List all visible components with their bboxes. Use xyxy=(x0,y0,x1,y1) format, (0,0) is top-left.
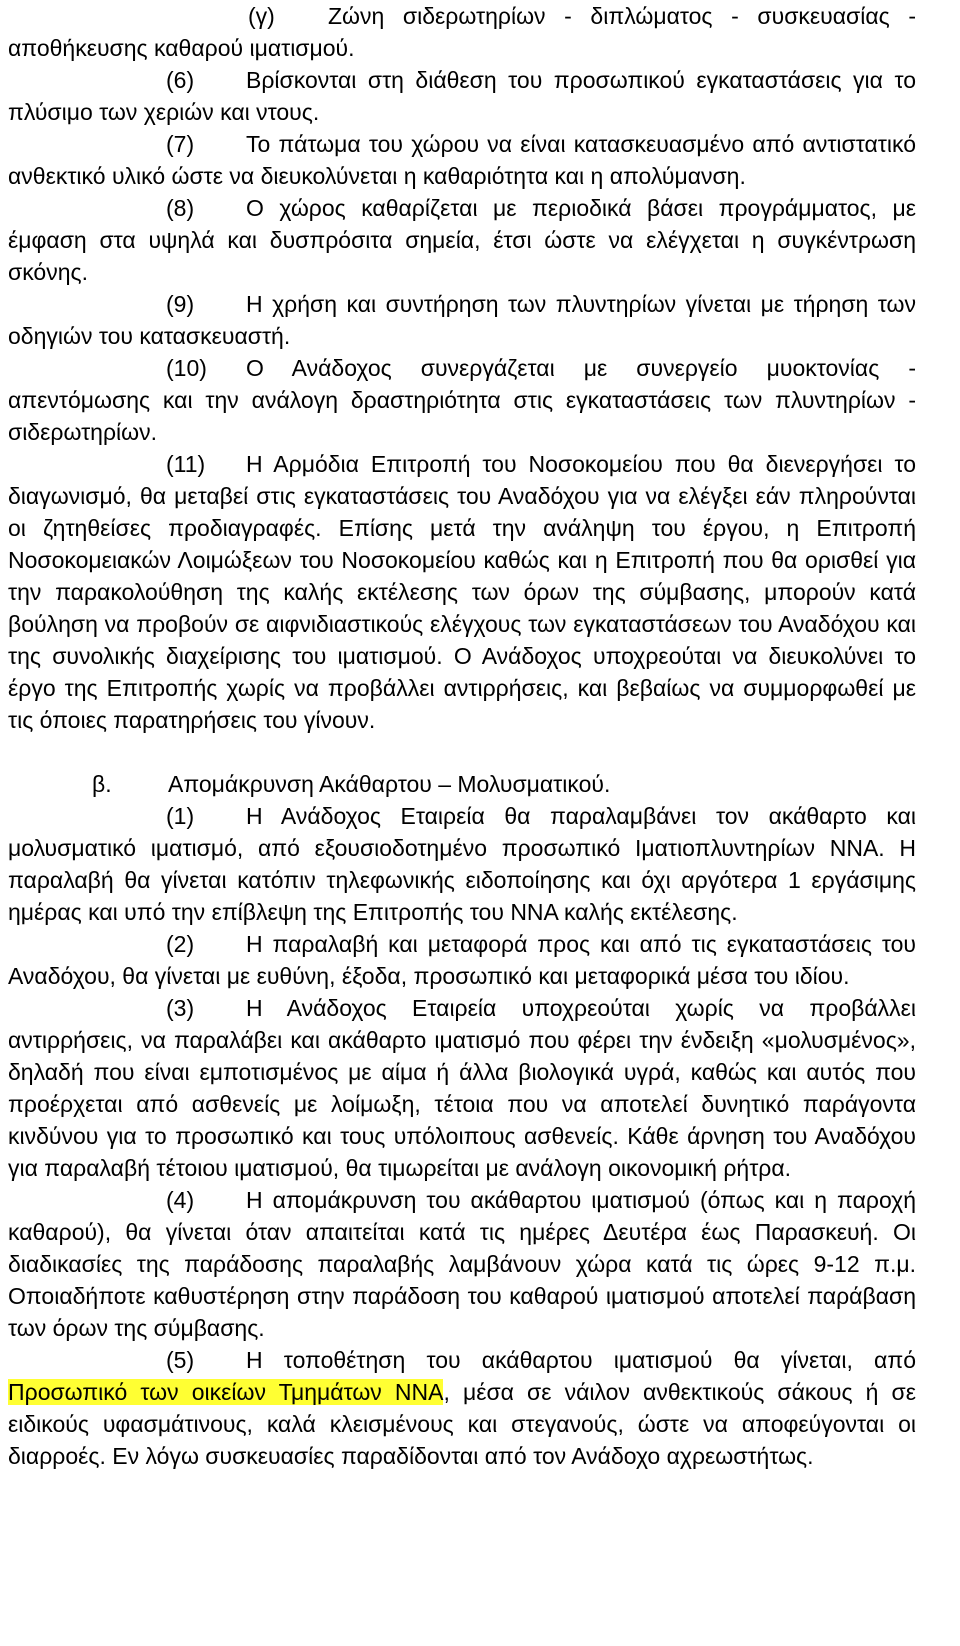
item-number: (4) xyxy=(166,1187,195,1213)
paragraph-gamma xyxy=(8,0,916,64)
item-number: (11) xyxy=(166,451,206,477)
item-number: (5) xyxy=(166,1347,195,1373)
paragraph-b3 xyxy=(8,992,916,1184)
paragraph-7 xyxy=(8,128,916,192)
section-heading-b xyxy=(8,768,916,800)
paragraph-b2 xyxy=(8,928,916,992)
paragraph-text: Βρίσκονται στη διάθεση του προσωπικού εγκαταστάσεις για το πλύσιμο των χεριών και ντους. xyxy=(8,67,916,125)
paragraph-10 xyxy=(8,352,916,448)
paragraph-text: Το πάτωμα του χώρου να είναι κατασκευασμένο από αντιστατικό ανθεκτικό υλικό ώστε να διευκολύνεται η καθαριότητα και η απολύμανση. xyxy=(8,131,916,189)
item-number: (7) xyxy=(166,131,195,157)
item-number: (8) xyxy=(166,195,195,221)
item-number: (1) xyxy=(166,803,195,829)
paragraph-b4 xyxy=(8,1184,916,1344)
paragraph-text: Η τοποθέτηση του ακάθαρτου ιματισμού θα γίνεται, από xyxy=(246,1347,916,1373)
paragraph-text: Ο χώρος καθαρίζεται με περιοδικά βάσει προγράμματος, με έμφαση στα υψηλά και δυσπρόσιτα σημεία, έτσι ώστε να ελέγχεται η συγκέντρωση σκόνης. xyxy=(8,195,916,285)
paragraph-text: Η Αρμόδια Επιτροπή του Νοσοκομείου που θα διενεργήσει το διαγωνισμό, θα μεταβεί στις εγκαταστάσεις του Αναδόχου για να ελέγξει εάν πληρούνται οι ζητηθείσες προδιαγραφές. Επίσης μετά την ανάληψη του έργου, η Επιτροπή Νοσοκομειακών Λοιμώξεων του Νοσοκομείου καθώς και η Επιτροπή που θα ορισθεί για την παρακολούθηση της καλής εκτέλεσης των όρων της σύμβασης, μπορούν κατά βούληση να προβούν σε αιφνιδιαστικούς ελέγχους των εγκαταστάσεων του Αναδόχου και της συνολικής διαχείρισης του ιματισμού. Ο Ανάδοχος υποχρεούται να διευκολύνει το έργο της Επιτροπής χωρίς να προβάλλει αντιρρήσεις, και βεβαίως να συμμορφωθεί με τις όποιες παρατηρήσεις του γίνουν. xyxy=(8,451,916,733)
item-number: (3) xyxy=(166,995,195,1021)
paragraph-text: Η απομάκρυνση του ακάθαρτου ιματισμού (όπως και η παροχή καθαρού), θα γίνεται όταν απαιτείται κατά τις ημέρες Δευτέρα έως Παρασκευή. Οι διαδικασίες της παράδοσης παραλαβής λαμβάνουν χώρα κατά τις ώρες 9-12 π.μ. Οποιαδήποτε καθυστέρηση στην παράδοση του καθαρού ιματισμού αποτελεί παράβαση των όρων της σύμβασης. xyxy=(8,1187,916,1341)
highlighted-text: Προσωπικό των οικείων Τμημάτων ΝΝΑ xyxy=(8,1379,444,1405)
paragraph-text: Ο Ανάδοχος συνεργάζεται με συνεργείο μυοκτονίας - απεντόμωσης και την ανάλογη δραστηριότητα στις εγκαταστάσεις των πλυντηρίων - σιδερωτηρίων. xyxy=(8,355,916,445)
item-number: (6) xyxy=(166,67,195,93)
item-number: (10) xyxy=(166,355,207,381)
paragraph-11 xyxy=(8,448,916,736)
item-number: (2) xyxy=(166,931,195,957)
paragraph-9 xyxy=(8,288,916,352)
paragraph-text: Η παραλαβή και μεταφορά προς και από τις εγκαταστάσεις του Αναδόχου, θα γίνεται με ευθύνη, έξοδα, προσωπικό και μεταφορικά μέσα του ιδίου. xyxy=(8,931,916,989)
paragraph-8 xyxy=(8,192,916,288)
paragraph-b1 xyxy=(8,800,916,928)
paragraph-text: Η χρήση και συντήρηση των πλυντηρίων γίνεται με τήρηση των οδηγιών του κατασκευαστή. xyxy=(8,291,916,349)
section-title: Απομάκρυνση Ακάθαρτου – Μολυσματικού. xyxy=(168,771,611,797)
section-number: β. xyxy=(92,771,112,797)
paragraph-b5 xyxy=(8,1344,916,1472)
paragraph-text: Η Ανάδοχος Εταιρεία υποχρεούται χωρίς να προβάλλει αντιρρήσεις, να παραλάβει και ακάθαρτο ιματισμό που φέρει την ένδειξη «μολυσμένος», δηλαδή που είναι εμποτισμένος με αίμα ή άλλα βιολογικά υγρά, καθώς και αυτός που προέρχεται από ασθενείς με λοίμωξη, τέτοια που να αποτελεί δυνητικό παράγοντα κινδύνου για το προσωπικό και τους υπόλοιπους ασθενείς. Κάθε άρνηση του Αναδόχου για παραλαβή τέτοιου ιματισμού, θα τιμωρείται με ανάλογη οικονομική ρήτρα. xyxy=(8,995,916,1181)
paragraph-text: Ζώνη σιδερωτηρίων - διπλώματος - συσκευασίας - αποθήκευσης καθαρού ιματισμού. xyxy=(8,3,916,61)
item-number: (γ) xyxy=(248,3,275,29)
blank-line xyxy=(8,736,916,768)
paragraph-6 xyxy=(8,64,916,128)
item-number: (9) xyxy=(166,291,195,317)
paragraph-text: Η Ανάδοχος Εταιρεία θα παραλαμβάνει τον ακάθαρτο και μολυσματικό ιματισμό, από εξουσιοδοτημένο προσωπικό Ιματιοπλυντηρίων ΝΝΑ. Η παραλαβή θα γίνεται κατόπιν τηλεφωνικής ειδοποίησης και όχι αργότερα 1 εργάσιμης ημέρας και υπό την επίβλεψη της Επιτροπής του ΝΝΑ καλής εκτέλεσης. xyxy=(8,803,916,925)
paragraph-text: , μέσα σε νάιλον ανθεκτικούς σάκους ή σε ειδικούς υφασμάτινους, καλά κλεισμένους και στεγανούς, ώστε να αποφεύγονται οι διαρροές. Εν λόγω συσκευασίες παραδίδονται από τον Ανάδοχο αχρεωστήτως. xyxy=(8,1379,916,1469)
